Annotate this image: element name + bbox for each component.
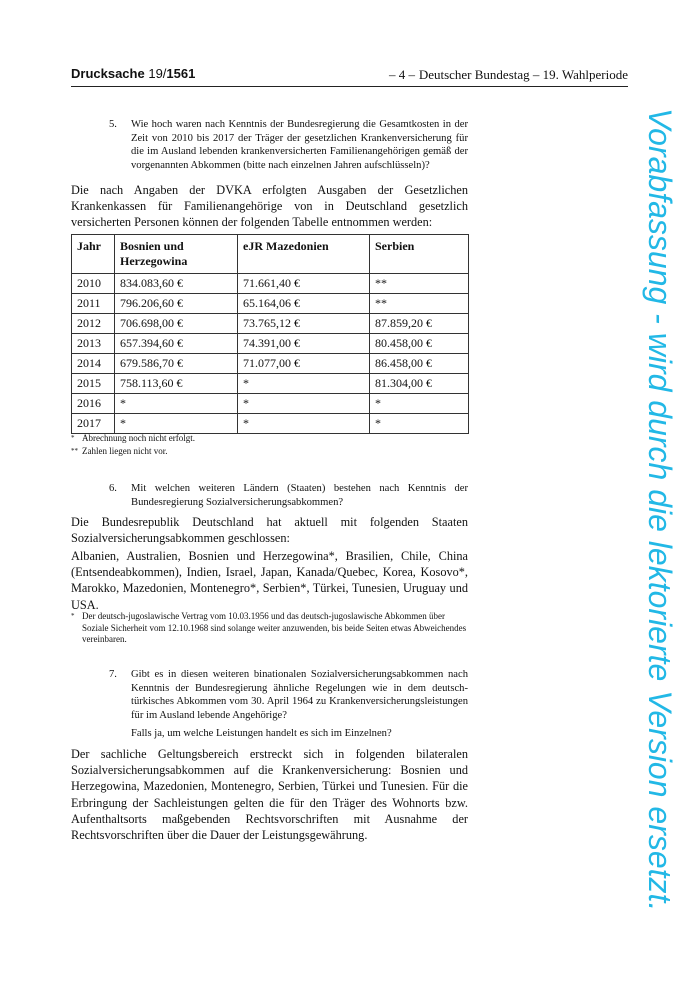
table-row xyxy=(72,354,469,374)
table-row xyxy=(72,394,469,414)
table-cell: 834.083,60 € xyxy=(115,274,238,294)
table-cell: 71.661,40 € xyxy=(238,274,370,294)
footnote-text: Zahlen liegen nicht vor. xyxy=(82,446,168,456)
page-number: – 4 – xyxy=(389,67,415,82)
table-footnote xyxy=(71,433,468,445)
table-row xyxy=(72,374,469,394)
table-cell: 86.458,00 € xyxy=(370,354,469,374)
page-header xyxy=(71,66,628,87)
answer-6-country-list: Albanien, Australien, Bosnien und Herzegowina*, Brasilien, Chile, China (Entsendeabkommen), Indien, Israel, Japan, Kanada/Quebec, Korea, Kosovo*, Marokko, Mazedonien, Montenegro*, Serbien*, Türkei, Tunesien, Uruguay und USA. xyxy=(71,549,468,612)
table-row xyxy=(72,414,469,434)
table-row xyxy=(72,314,469,334)
table-cell: 2017 xyxy=(72,414,115,434)
footnote-text: Der deutsch-jugoslawische Vertrag vom 10.03.1956 und das deutsch-jugoslawische Abkommen über Soziale Sicherheit vom 12.10.1968 sind solange weiter anzuwenden, bis beide Seiten etwas Abweichendes vereinbaren. xyxy=(82,611,467,644)
table-cell: * xyxy=(238,414,370,434)
table-cell: 2015 xyxy=(72,374,115,394)
table-cell: 71.077,00 € xyxy=(238,354,370,374)
table-cell: 73.765,12 € xyxy=(238,314,370,334)
table-cell: 80.458,00 € xyxy=(370,334,469,354)
table-cell: ** xyxy=(370,274,469,294)
document-number: Drucksache 19/1561 xyxy=(71,66,196,81)
footnote-mark: ** xyxy=(71,447,78,455)
column-header: Bosnien und Herzegowina xyxy=(115,235,238,274)
question-text: Gibt es in diesen weiteren binationalen Sozialversicherungsabkommen nach Kenntnis der Bundesregierung ähnliche Regelungen wie in dem deutsch-türkisches Abkommen vom 30. April 1964 zu Krankenversicherungsleistungen für im Ausland lebende Angehörige? xyxy=(131,669,468,721)
question-6 xyxy=(109,482,468,509)
table-row xyxy=(72,334,469,354)
question-text: Mit welchen weiteren Ländern (Staaten) bestehen nach Kenntnis der Bundesregierung Sozialversicherungsabkommen? xyxy=(131,483,468,508)
footnote-mark: * xyxy=(71,434,75,442)
draft-watermark: Vorabfassung - wird durch die lektorierte Version ersetzt. xyxy=(642,108,678,912)
table-cell: 706.698,00 € xyxy=(115,314,238,334)
answer-6-intro: Die Bundesrepublik Deutschland hat aktuell mit folgenden Staaten Sozialversicherungsabkommen geschlossen: xyxy=(71,515,468,546)
table-cell: 2014 xyxy=(72,354,115,374)
table-cell: 2013 xyxy=(72,334,115,354)
table-cell: * xyxy=(238,394,370,414)
table-row xyxy=(72,294,469,314)
table-cell: 2011 xyxy=(72,294,115,314)
table-footnote xyxy=(71,446,468,458)
table-cell: * xyxy=(370,414,469,434)
table-cell: 2012 xyxy=(72,314,115,334)
footnote-text: Abrechnung noch nicht erfolgt. xyxy=(82,433,195,443)
table-cell: 65.164,06 € xyxy=(238,294,370,314)
question-text: Wie hoch waren nach Kenntnis der Bundesregierung die Gesamtkosten in der Zeit von 2010 bis 2017 der Träger der gesetzlichen Krankenversicherung für die im Ausland lebenden krankenversicherten Familienangehörigen gemäß der vorgenannten Abkommen (bitte nach einzelnen Jahren aufschlüsseln)? xyxy=(131,119,468,171)
table-cell: ** xyxy=(370,294,469,314)
column-header: eJR Mazedonien xyxy=(238,235,370,274)
question-7-followup: Falls ja, um welche Leistungen handelt es sich im Einzelnen? xyxy=(131,728,392,739)
footnote-mark: * xyxy=(71,612,75,620)
table-cell: 796.206,60 € xyxy=(115,294,238,314)
table-cell: 74.391,00 € xyxy=(238,334,370,354)
table-cell: * xyxy=(115,394,238,414)
question-number: 7. xyxy=(109,669,117,680)
column-header: Jahr xyxy=(72,235,115,274)
table-cell: * xyxy=(115,414,238,434)
question-number: 5. xyxy=(109,119,117,130)
question-7 xyxy=(109,668,468,722)
table-cell: 2016 xyxy=(72,394,115,414)
table-cell: 81.304,00 € xyxy=(370,374,469,394)
institution-name: Deutscher Bundestag – 19. Wahlperiode xyxy=(418,67,628,82)
table-cell: * xyxy=(238,374,370,394)
answer-5-intro: Die nach Angaben der DVKA erfolgten Ausgaben der Gesetzlichen Krankenkassen für Familienangehörige von in Deutschland gesetzlich versicherten Personen können der folgenden Tabelle entnommen werden: xyxy=(71,183,468,230)
question-number: 6. xyxy=(109,483,117,494)
table-cell: * xyxy=(370,394,469,414)
question-5 xyxy=(109,118,468,172)
table-row xyxy=(72,274,469,294)
table-cell: 758.113,60 € xyxy=(115,374,238,394)
column-header: Serbien xyxy=(370,235,469,274)
table-cell: 657.394,60 € xyxy=(115,334,238,354)
answer-7: Der sachliche Geltungsbereich erstreckt sich in folgenden bilateralen Sozialversicherungsabkommen auf die Krankenversicherung: Bosnien und Herzegowina, Mazedonien, Montenegro, Serbien, Türkei und Tunesien. Für die Erbringung der Sachleistungen gelten die für den Träger des Wohnorts bzw. Aufenthaltsorts maßgebenden Rechtsvorschriften mit Ausnahme der Rechtsvorschriften über die Dauer der Leistungsgewährung. xyxy=(71,747,468,843)
table-header-row xyxy=(72,235,469,274)
cost-table xyxy=(71,234,469,434)
table-cell: 87.859,20 € xyxy=(370,314,469,334)
answer-6-footnote xyxy=(71,611,468,646)
table-cell: 2010 xyxy=(72,274,115,294)
table-cell: 679.586,70 € xyxy=(115,354,238,374)
